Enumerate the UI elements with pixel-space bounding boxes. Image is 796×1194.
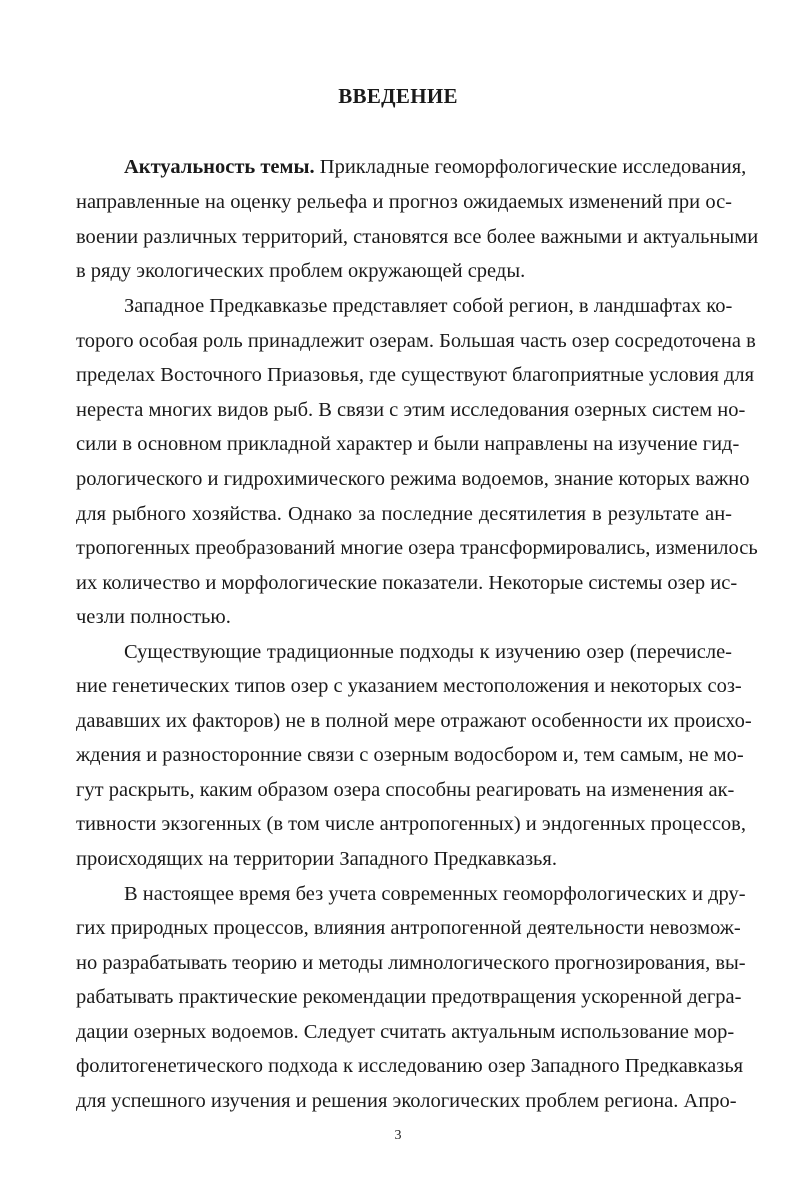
paragraph-2-line-8: тропогенных преобразований многие озера трансформировались, изменилось	[76, 537, 758, 559]
paragraph-2-line-7: для рыбного хозяйства. Однако за последние десятилетия в результате ан-	[76, 503, 732, 525]
paragraph-4-line-2: гих природных процессов, влияния антропогенной деятельности невозмож-	[76, 917, 741, 939]
paragraph-2-line-3: пределах Восточного Приазовья, где существуют благоприятные условия для	[76, 364, 755, 386]
paragraph-1-line-4: в ряду экологических проблем окружающей среды.	[76, 260, 526, 282]
paragraph-1-line-1-text: Прикладные геоморфологические исследования,	[314, 156, 747, 178]
paragraph-4-line-5: дации озерных водоемов. Следует считать актуальным использование мор-	[76, 1021, 735, 1043]
paragraph-2-line-1: Западное Предкавказье представляет собой регион, в ландшафтах ко-	[124, 295, 733, 317]
paragraph-1-line-1	[124, 152, 747, 182]
page-title: ВВЕДЕНИЕ	[338, 84, 458, 108]
paragraph-3-line-3: дававших их факторов) не в полной мере отражают особенности их происхо-	[76, 710, 752, 732]
paragraph-2-line-2: торого особая роль принадлежит озерам. Большая часть озер сосредоточена в	[76, 330, 756, 352]
paragraph-3-line-5: гут раскрыть, каким образом озера способны реагировать на изменения ак-	[76, 779, 735, 801]
paragraph-3-line-2: ние генетических типов озер с указанием местоположения и некоторых соз-	[76, 675, 742, 697]
paragraph-1-line-2: направленные на оценку рельефа и прогноз ожидаемых изменений при ос-	[76, 191, 732, 213]
paragraph-4-line-3: но разрабатывать теорию и методы лимнологического прогнозирования, вы-	[76, 952, 746, 974]
paragraph-3-line-7: происходящих на территории Западного Предкавказья.	[76, 848, 557, 870]
paragraph-3-line-4: ждения и разносторонние связи с озерным водосбором и, тем самым, не мо-	[76, 744, 744, 766]
paragraph-4-line-7: для успешного изучения и решения экологических проблем региона. Апро-	[76, 1090, 737, 1112]
paragraph-4-line-4: рабатывать практические рекомендации предотвращения ускоренной дегра-	[76, 986, 742, 1008]
paragraph-2-line-10: чезли полностью.	[76, 606, 231, 628]
paragraph-2-line-9: их количество и морфологические показатели. Некоторые системы озер ис-	[76, 572, 738, 594]
paragraph-1-lead-bold: Актуальность темы.	[124, 156, 315, 178]
paragraph-4-line-6: фолитогенетического подхода к исследованию озер Западного Предкавказья	[76, 1055, 744, 1077]
paragraph-2-line-5: сили в основном прикладной характер и были направлены на изучение гид-	[76, 433, 740, 455]
paragraph-3-line-6: тивности экзогенных (в том числе антропогенных) и эндогенных процессов,	[76, 813, 746, 835]
paragraph-3-line-1: Существующие традиционные подходы к изучению озер (перечисле-	[124, 641, 732, 663]
page-number: 3	[394, 1128, 402, 1143]
paragraph-2-line-6: рологического и гидрохимического режима водоемов, знание которых важно	[76, 468, 750, 490]
paragraph-4-line-1: В настоящее время без учета современных геоморфологических и дру-	[124, 883, 746, 905]
paragraph-1-line-3: воении различных территорий, становятся все более важными и актуальными	[76, 226, 759, 248]
paragraph-2-line-4: нереста многих видов рыб. В связи с этим исследования озерных систем но-	[76, 399, 746, 421]
